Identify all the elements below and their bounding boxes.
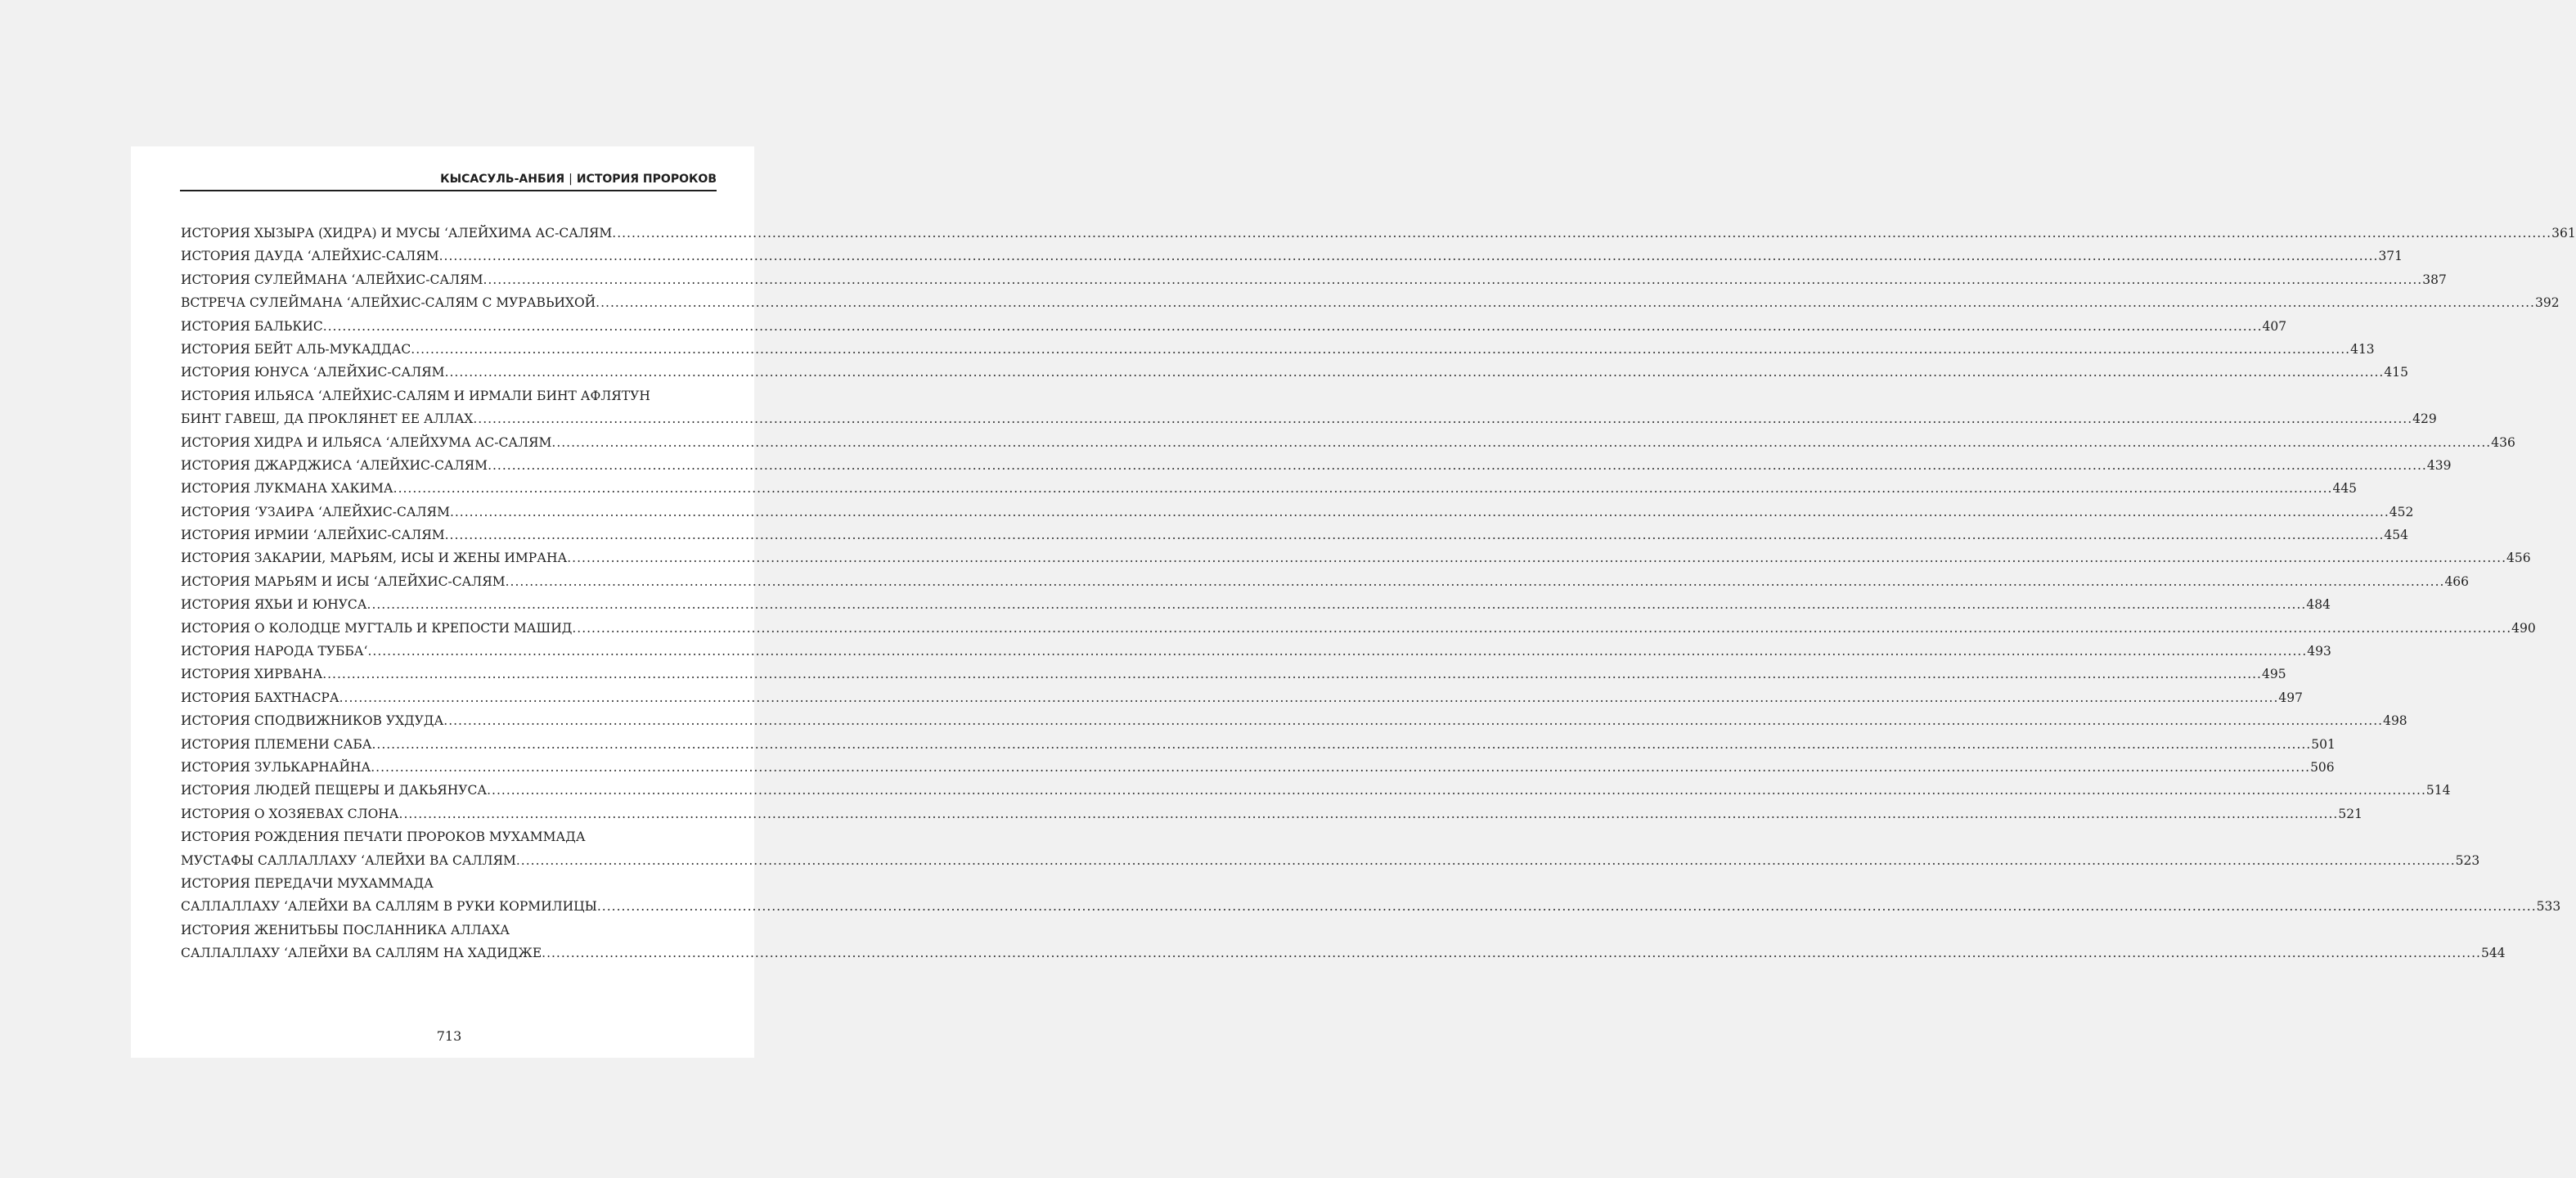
toc-leader-dots: ................................................................................................................................................................................................................................................................................................................................................................................................................ [542,946,2481,961]
toc-leader-dots: ................................................................................................................................................................................................................................................................................................................................................................................................................ [551,434,2492,450]
toc-leader-dots: ................................................................................................................................................................................................................................................................................................................................................................................................................ [596,295,2535,311]
toc-entry [181,384,712,407]
toc-page-number: 452 [2389,504,2414,519]
toc-entry-title: ИСТОРИЯ РОЖДЕНИЯ ПЕЧАТИ ПРОРОКОВ МУХАММАДА [181,830,586,845]
toc-entry [181,593,2331,616]
page-number: 713 [436,1028,462,1044]
toc-page-number: 514 [2425,783,2451,798]
toc-leader-dots: ................................................................................................................................................................................................................................................................................................................................................................................................................ [371,736,2312,752]
toc-leader-dots: ................................................................................................................................................................................................................................................................................................................................................................................................................ [443,713,2384,729]
toc-entry-title: ИСТОРИЯ СПОДВИЖНИКОВ УХДУДА [181,713,444,729]
toc-entry-title: ИСТОРИЯ ДЖАРДЖИСА ‘АЛЕЙХИС-САЛЯМ [181,457,488,473]
toc-entry-title: ВСТРЕЧА СУЛЕЙМАНА ‘АЛЕЙХИС-САЛЯМ С МУРАВЬИХОЙ [181,295,596,311]
toc-leader-dots: ................................................................................................................................................................................................................................................................................................................................................................................................................ [612,226,2552,241]
toc-leader-dots: ................................................................................................................................................................................................................................................................................................................................................................................................................ [596,899,2537,915]
toc-entry [181,872,712,895]
toc-entry-title: ИСТОРИЯ ЗУЛЬКАРНАЙНА [181,759,371,775]
toc-page-number: 361 [2551,226,2576,241]
toc-entry-title: ИСТОРИЯ ИЛЬЯСА ‘АЛЕЙХИС-САЛЯМ И ИРМАЛИ БИНТ АФЛЯТУН [181,388,650,403]
toc-page-number: 392 [2534,295,2560,311]
toc-leader-dots: ................................................................................................................................................................................................................................................................................................................................................................................................................ [505,573,2445,589]
toc-entry [181,338,2375,361]
table-of-contents [181,222,2576,965]
toc-page-number: 415 [2384,365,2408,380]
toc-page-number: 501 [2311,736,2335,752]
toc-page-number: 456 [2506,551,2531,566]
toc-entry-title: ИСТОРИЯ БАХТНАСРА [181,690,339,705]
toc-entry [181,546,2531,569]
toc-entry-title: ИСТОРИЯ ХИДРА И ИЛЬЯСА ‘АЛЕЙХУМА АС-САЛЯМ [181,434,552,450]
toc-entry-title: ИСТОРИЯ БАЛЬКИС [181,318,323,334]
toc-page-number: 493 [2307,644,2331,659]
toc-page-number: 436 [2491,434,2515,450]
toc-leader-dots: ................................................................................................................................................................................................................................................................................................................................................................................................................ [449,504,2389,519]
toc-page-number: 506 [2310,759,2335,775]
toc-entry [181,709,2407,732]
book-subtitle: ИСТОРИЯ ПРОРОКОВ [576,173,717,186]
toc-page-number: 429 [2412,411,2437,427]
toc-entry [181,733,2335,756]
toc-leader-dots: ................................................................................................................................................................................................................................................................................................................................................................................................................ [483,272,2423,287]
toc-entry-title: ИСТОРИЯ ЮНУСА ‘АЛЕЙХИС-САЛЯМ [181,365,445,380]
header-rule [180,190,717,191]
toc-entry-title: ИСТОРИЯ ЛУКМАНА ХАКИМА [181,481,393,497]
book-page [131,146,2576,1058]
toc-leader-dots: ................................................................................................................................................................................................................................................................................................................................................................................................................ [367,644,2308,659]
toc-page-number: 387 [2422,272,2447,287]
running-header [180,172,717,187]
toc-entry-title: ИСТОРИЯ ЛЮДЕЙ ПЕЩЕРЫ И ДАКЬЯНУСА [181,783,488,798]
toc-page-number: 466 [2444,573,2470,589]
toc-entry-title: ИСТОРИЯ ЯХЬИ И ЮНУСА [181,597,367,613]
toc-entry-title: ИСТОРИЯ ПЕРЕДАЧИ МУХАММАДА [181,875,434,891]
toc-page-number: 498 [2383,713,2407,729]
toc-entry [181,245,2403,268]
toc-leader-dots: ................................................................................................................................................................................................................................................................................................................................................................................................................ [572,620,2512,636]
toc-entry-title: ИСТОРИЯ ХИРВАНА [181,667,323,682]
toc-entry [181,291,2560,314]
toc-entry [181,663,2286,686]
toc-entry-title: ИСТОРИЯ СУЛЕЙМАНА ‘АЛЕЙХИС-САЛЯМ [181,272,483,287]
toc-leader-dots: ................................................................................................................................................................................................................................................................................................................................................................................................................ [366,597,2307,613]
toc-entry [181,686,2304,709]
toc-page-number: 497 [2278,690,2304,705]
header-separator: | [569,173,573,186]
toc-entry-title: МУСТАФЫ САЛЛАЛЛАХУ ‘АЛЕЙХИ ВА САЛЛЯМ [181,852,516,868]
toc-entry-continuation [181,407,2437,430]
toc-entry [181,315,2287,338]
toc-entry [181,431,2515,454]
toc-entry [181,477,2358,500]
toc-page-number: 490 [2511,620,2536,636]
toc-entry [181,617,2536,640]
toc-leader-dots: ................................................................................................................................................................................................................................................................................................................................................................................................................ [515,852,2456,868]
toc-leader-dots: ................................................................................................................................................................................................................................................................................................................................................................................................................ [444,528,2385,543]
toc-entry-title: ИСТОРИЯ О ХОЗЯЕВАХ СЛОНА [181,806,399,821]
toc-entry [181,825,712,848]
toc-page-number: 544 [2480,946,2506,961]
toc-leader-dots: ................................................................................................................................................................................................................................................................................................................................................................................................................ [339,690,2279,705]
toc-entry-title: ИСТОРИЯ О КОЛОДЦЕ МУГТАЛЬ И КРЕПОСТИ МАШИД [181,620,573,636]
toc-page-number: 454 [2384,528,2408,543]
toc-entry-title: САЛЛАЛЛАХУ ‘АЛЕЙХИ ВА САЛЛЯМ НА ХАДИДЖЕ [181,946,542,961]
toc-leader-dots: ................................................................................................................................................................................................................................................................................................................................................................................................................ [322,667,2262,682]
toc-entry [181,640,2331,663]
toc-entry [181,454,2452,477]
toc-leader-dots: ................................................................................................................................................................................................................................................................................................................................................................................................................ [473,411,2413,427]
toc-entry-continuation [181,895,2561,918]
toc-leader-dots: ................................................................................................................................................................................................................................................................................................................................................................................................................ [411,341,2351,357]
toc-entry-title: ИСТОРИЯ ЖЕНИТЬБЫ ПОСЛАННИКА АЛЛАХА [181,922,510,937]
toc-entry [181,222,2576,245]
toc-entry-continuation [181,942,2506,964]
toc-entry-title: ИСТОРИЯ ИРМИИ ‘АЛЕЙХИС-САЛЯМ [181,528,445,543]
toc-leader-dots: ................................................................................................................................................................................................................................................................................................................................................................................................................ [488,457,2427,473]
toc-page-number: 371 [2378,249,2403,264]
toc-entry-title: ИСТОРИЯ ХЫЗЫРА (ХИДРА) И МУСЫ ‘АЛЕЙХИМА АС-САЛЯМ [181,226,613,241]
toc-page-number: 445 [2332,481,2358,497]
toc-entry [181,919,712,942]
toc-entry-title: ИСТОРИЯ МАРЬЯМ И ИСЫ ‘АЛЕЙХИС-САЛЯМ [181,573,506,589]
toc-page-number: 407 [2262,318,2287,334]
toc-page-number: 495 [2262,667,2286,682]
toc-page-number: 533 [2536,899,2561,915]
toc-leader-dots: ................................................................................................................................................................................................................................................................................................................................................................................................................ [393,481,2333,497]
toc-entry-title: ИСТОРИЯ ЗАКАРИИ, МАРЬЯМ, ИСЫ И ЖЕНЫ ИМРАНА [181,551,568,566]
toc-entry [181,779,2451,802]
book-title: КЫСАСУЛЬ-АНБИЯ [440,173,565,186]
toc-page-number: 413 [2350,341,2375,357]
toc-entry [181,524,2408,546]
toc-entry-title: БИНТ ГАВЕШ, ДА ПРОКЛЯНЕТ ЕЕ АЛЛАХ [181,411,474,427]
toc-entry [181,570,2470,593]
toc-leader-dots: ................................................................................................................................................................................................................................................................................................................................................................................................................ [371,759,2311,775]
toc-leader-dots: ................................................................................................................................................................................................................................................................................................................................................................................................................ [487,783,2426,798]
toc-entry [181,756,2335,779]
toc-page-number: 523 [2455,852,2480,868]
toc-entry-title: ИСТОРИЯ ‘УЗАИРА ‘АЛЕЙХИС-САЛЯМ [181,504,450,519]
toc-entry [181,501,2414,524]
toc-leader-dots: ................................................................................................................................................................................................................................................................................................................................................................................................................ [438,249,2379,264]
toc-page-number: 439 [2426,457,2452,473]
toc-entry-title: ИСТОРИЯ ПЛЕМЕНИ САБА [181,736,372,752]
toc-entry-title: ИСТОРИЯ НАРОДА ТУББА‘ [181,644,368,659]
toc-leader-dots: ................................................................................................................................................................................................................................................................................................................................................................................................................ [444,365,2385,380]
toc-entry-title: САЛЛАЛЛАХУ ‘АЛЕЙХИ ВА САЛЛЯМ В РУКИ КОРМИЛИЦЫ [181,899,597,915]
toc-entry-title: ИСТОРИЯ БЕЙТ АЛЬ-МУКАДДАС [181,341,411,357]
toc-leader-dots: ................................................................................................................................................................................................................................................................................................................................................................................................................ [567,551,2507,566]
toc-entry-continuation [181,849,2480,872]
toc-entry [181,361,2408,384]
toc-entry-title: ИСТОРИЯ ДАУДА ‘АЛЕЙХИС-САЛЯМ [181,249,439,264]
toc-entry [181,803,2362,825]
toc-entry [181,268,2447,291]
toc-page-number: 484 [2306,597,2331,613]
toc-leader-dots: ................................................................................................................................................................................................................................................................................................................................................................................................................ [322,318,2263,334]
toc-leader-dots: ................................................................................................................................................................................................................................................................................................................................................................................................................ [398,806,2339,821]
toc-page-number: 521 [2338,806,2362,821]
